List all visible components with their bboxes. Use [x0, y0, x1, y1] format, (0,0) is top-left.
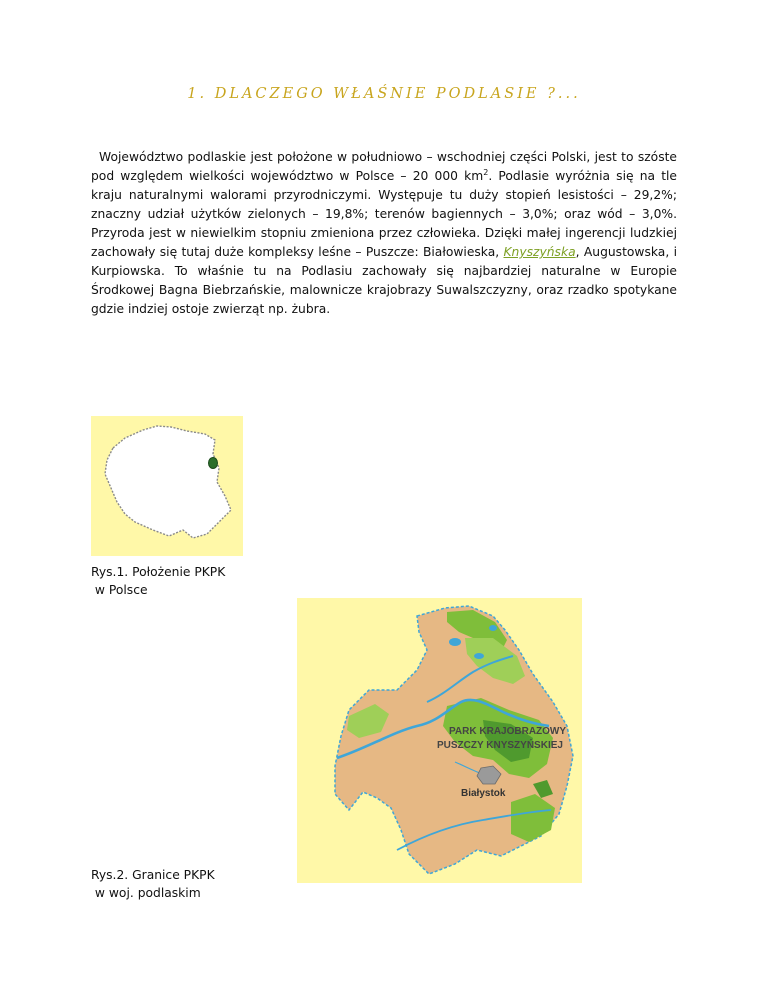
paragraph-text-1: Województwo podlaskie jest położone w południowo – wschodniej części Polski, jest to szóste pod względem wielkości województwo w Polsce – 20 000 km — [91, 150, 677, 183]
lake-1 — [449, 638, 461, 646]
figure1-caption — [91, 563, 225, 599]
figure2-caption — [91, 866, 215, 902]
paragraph-text-3: , Augustowska, i Kurpiowska. To właśnie tu na Podlasiu zachowały się najbardziej naturalne w Europie Środkowej Bagna Biebrzańskie, malownicze krajobrazy Suwalszczyzny, oraz rzadko spotykane gdzie indziej ostoje zwierząt np. żubra. — [91, 245, 677, 316]
bialystok-label: Białystok — [461, 788, 506, 799]
paragraph-text-2: . Podlasie wyróżnia się na tle kraju naturalnymi walorami przyrodniczymi. Występuje tu duży stopień lesistości – 29,2%; znaczny udział użytków zielonych – 19,8%; terenów bagiennych – 3,0%; oraz wód – 3,0%. Przyroda jest w niewielkim stopniu zmieniona przez człowieka. Dzięki małej ingerencji ludzkiej zachowały się tutaj duże kompleksy leśne – Puszcze: Białowieska, — [91, 169, 678, 259]
intro-paragraph — [91, 148, 677, 319]
figure2-caption-line2: w woj. podlaskim — [91, 886, 201, 900]
superscript-2: 2 — [483, 167, 489, 177]
park-label-line2: PUSZCZY KNYSZYŃSKIEJ — [437, 740, 563, 751]
podlaskie-map — [297, 598, 582, 883]
figure1-caption-line2: w Polsce — [91, 583, 148, 597]
figure2-caption-line1: Rys.2. Granice PKPK — [91, 868, 215, 882]
lake-2 — [474, 653, 484, 659]
figure1-caption-line1: Rys.1. Położenie PKPK — [91, 565, 226, 579]
park-label-line1: PARK KRAJOBRAZOWY — [449, 726, 567, 737]
page-heading: 1. DLACZEGO WŁAŚNIE PODLASIE ?... — [187, 86, 581, 102]
knyszynska-link[interactable]: Knyszyńska — [503, 245, 576, 259]
poland-location-map — [91, 416, 243, 556]
lake-3 — [489, 625, 497, 631]
pkpk-location-marker — [209, 458, 218, 469]
